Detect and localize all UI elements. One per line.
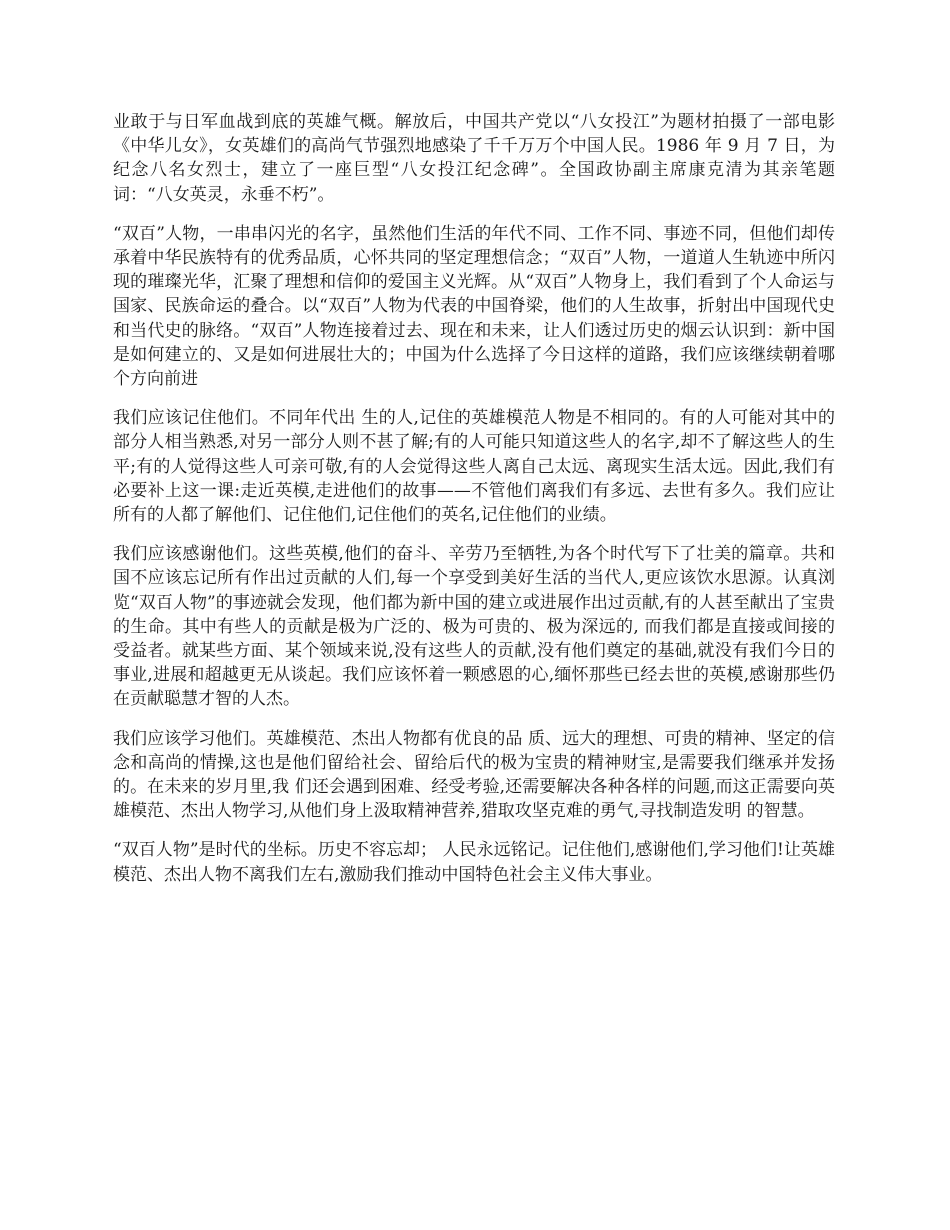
paragraph: 我们应该感谢他们。这些英模,他们的奋斗、辛劳乃至牺牲,为各个时代写下了壮美的篇章。共和国不应该忘记所有作出过贡献的人们,每一个享受到美好生活的当代人,更应该饮水思源。认真浏览“双百人物”的事迹就会发现，他们都为新中国的建立或进展作出过贡献,有的人甚至献出了宝贵的生命。其中有些人的贡献是极为广泛的、极为可贵的、极为深远的, 而我们都是直接或间接的受益者。就某些方面、某个领域来说,没有这些人的贡献,没有他们奠定的基础,就没有我们今日的事业,进展和超越更无从谈起。我们应该怀着一颗感恩的心,缅怀那些已经去世的英模,感谢那些仍在贡献聪慧才智的人杰。 [113,544,835,710]
paragraph: “双百”人物，一串串闪光的名字，虽然他们生活的年代不同、工作不同、事迹不同，但他们却传承着中华民族特有的优秀品质，心怀共同的坚定理想信念；“双百”人物，一道道人生轨迹中所闪现的璀璨光华，汇聚了理想和信仰的爱国主义光辉。从“双百”人物身上，我们看到了个人命运与国家、民族命运的叠合。以“双百”人物为代表的中国脊梁，他们的人生故事，折射出中国现代史和当代史的脉络。“双百”人物连接着过去、现在和未来，让人们透过历史的烟云认识到：新中国是如何建立的、又是如何进展壮大的；中国为什么选择了今日这样的道路，我们应该继续朝着哪个方向前进 [113,223,835,390]
paragraph: “双百人物”是时代的坐标。历史不容忘却； 人民永远铭记。记住他们,感谢他们,学习他们!让英雄模范、杰出人物不离我们左右,激励我们推动中国特色社会主义伟大事业。 [113,840,835,885]
paragraph: 我们应该学习他们。英雄模范、杰出人物都有优良的品 质、远大的理想、可贵的精神、坚定的信念和高尚的情操,这也是他们留给社会、留给后代的极为宝贵的精神财宝,是需要我们继承并发扬的。在未来的岁月里,我 们还会遇到困难、经受考验,还需要解决各种各样的问题,而这正需要向英雄模范、杰出人物学习,从他们身上汲取精神营养,猎取攻坚克难的勇气,寻找制造发明 的智慧。 [113,728,835,822]
document-body [113,110,835,887]
paragraph: 业敢于与日军血战到底的英雄气概。解放后，中国共产党以“八女投江”为题材拍摄了一部电影《中华儿女》，女英雄们的高尚气节强烈地感染了千千万万个中国人民。1986 年 9 月 7 日，为纪念八名女烈士，建立了一座巨型“八女投江纪念碑”。全国政协副主席康克清为其亲笔题词：“八女英灵，永垂不朽”。 [113,112,835,205]
paragraph: 我们应该记住他们。不同年代出 生的人,记住的英雄模范人物是不相同的。有的人可能对其中的部分人相当熟悉,对另一部分人则不甚了解;有的人可能只知道这些人的名字,却不了解这些人的生 平;有的人觉得这些人可亲可敬,有的人会觉得这些人离自己太远、离现实生活太远。因此,我们有必要补上这一课:走近英模,走进他们的故事——不管他们离我们有多远、去世有多久。我们应让所有的人都了解他们、记住他们,记住他们的英名,记住他们的业绩。 [113,408,835,526]
